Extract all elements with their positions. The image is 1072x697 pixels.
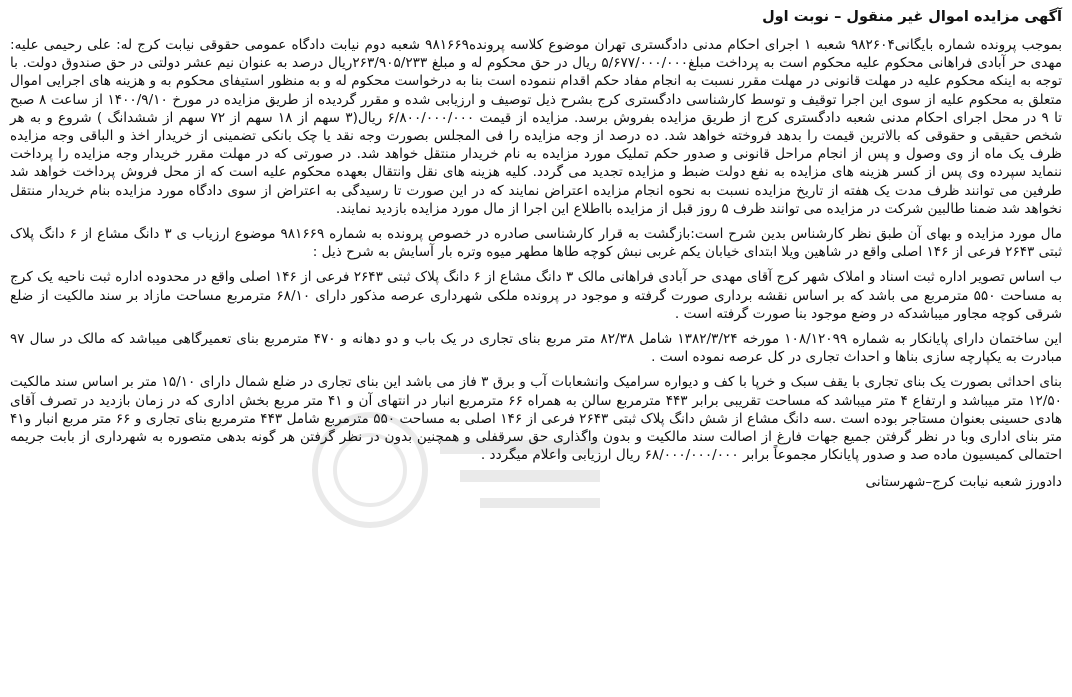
paragraph-building-permit: این ساختمان دارای پایانکار به شماره ۱۰۸/۱۲۰۹۹ مورخه ۱۳۸۲/۳/۲۴ شامل ۸۲/۳۸ متر مربع بنای تجاری در یک باب و دو دهانه و ۴۷۰ مترمربع بنای تعمیرگاهی میباشد که مالک در سال ۹۷ مبادرت به یکپارچه سازی بناها و احداث تجاری در کل عرصه نموده است . — [10, 331, 1063, 366]
notice-title: آگهی مزایده اموال غیر منقول – نوبت اول — [762, 9, 1062, 25]
paragraph-intro: بموجب پرونده شماره بایگانی۹۸۲۶۰۴ شعبه ۱ اجرای احکام مدنی دادگستری تهران موضوع کلاسه پرونده۹۸۱۶۶۹ شعبه دوم نیابت دادگاه عمومی حقوقی نیابت کرج له: علی رحیمی علیه: مهدی حر آبادی فراهانی محکوم علیه محکوم است به پرداخت مبلغ۵/۶۷۷/۰۰۰/۰۰۰ ریال در حق محکوم له و مبلغ ۲۶۳/۹۰۵/۲۳۳ریال درصد به عنوان نیم عشر دولتی در حق صندوق دولت. با توجه به اینکه محکوم علیه در مهلت قانونی در مهلت مقرر نسبت به انجام مفاد حکم اقدام ننموده است بنا به درخواست محکوم له و به منظور استیفای محکوم به و هزینه های اجرایی اموال متعلق به محکوم علیه از سوی این اجرا توقیف و توسط کارشناسی دادگستری کرج بشرح ذیل توصیف و ارزیابی شده و مقرر گردیده از طریق مزایده در مورخ ۱۴۰۰/۹/۱۰ از ساعت ۸ صبح تا ۹ در محل اجرای احکام مدنی شعبه دادگستری کرج از طریق مزایده بفروش برسد. مزایده از قیمت ۶/۸۰۰/۰۰۰/۰۰۰ ریال(۳ سهم از ۱۸ سهم از ۷۲ سهم از ششدانگ ) شروع و به هر شخص حقیقی و حقوقی که بالاترین قیمت را بدهد فروخته خواهد شد. ده درصد از وجه مزایده را فی المجلس بصورت وجه نقد یا چک بانکی تضمینی از خریدار اخذ و الباقی وجه مزایده ظرف یک ماه از وی وصول و پس از انجام مراحل قانونی و صدور حکم تملیک مورد مزایده به نام خریدار منتقل خواهد شد. در صورتی که در مهلت مقرر خریدار وجه مزایده را پرداخت ننماید سپرده وی پس از کسر هزینه های مزایده به نفع دولت ضبط و مزایده تجدید می گردد. کلیه هزینه های نقل وانتقال بعهده محکوم علیه است که از محل فروش پرداخت خواهد شد طرفین می توانند ظرف مدت یک هفته از تاریخ مزایده نسبت به نحوه انجام مزایده اعتراض نمایند که در این صورت تا رسیدگی به اعتراض از سوی دادگاه مورد مزایده بنام خریدار منتقل نخواهد شد ضمنا طالبین شرکت در مزایده می توانند ظرف ۵ روز قبل از مزایده بااطلاع این اجرا از مال مورد مزایده بازدید نمایند. — [10, 37, 1063, 217]
signature-line: دادورز شعبه نیابت کرج–شهرستانی — [865, 474, 1062, 491]
paragraph-property-description: مال مورد مزایده و بهای آن طبق نظر کارشناس بدین شرح است:بازگشت به قرار کارشناسی صادره در خصوص پرونده به شماره ۹۸۱۶۶۹ موضوع ارزیاب ی ۳ دانگ مشاع از ۶ دانگ پلاک ثبتی ۲۶۴۳ فرعی از ۱۴۶ اصلی واقع در شاهین ویلا ابتدای خیابان یکم غربی نبش کوچه طاها مطهر میوه وتره بار آسایش به شرح ذیل : — [10, 226, 1062, 261]
paragraph-building-specs: بنای احداثی بصورت یک بنای تجاری با یقف سبک و خرپا با کف و دیواره سرامیک وانشعابات آب و برق ۳ فاز می باشد این بنای تجاری در ضلع شمال دارای ۱۵/۱۰ متر بر اساس سند مالکیت ۱۲/۵۰ متر میباشد و ارتفاع ۴ متر میباشد که مساحت تقریبی برابر ۴۴۳ مترمربع سالن به همراه ۶۶ مترمربع انبار در انتهای آن و ۴۱ متر مربع بخش اداری که در زمان بازدید در تصرف آقای هادی حسینی بعنوان مستاجر بوده است .سه دانگ مشاع از شش دانگ پلاک ثبتی ۲۶۴۳ فرعی از ۱۴۶ اصلی به مساحت ۵۵۰ مترمربع شامل ۴۴۳ مترمربع بنای تجاری و ۶۶ متر مربع انبار و۴۱ متر بنای اداری وبا در نظر گرفتن جمیع جهات فارغ از اصالت سند مالکیت و بدون واگذاری حق سرقفلی و همچنین بدون در نظر گرفتن هر گونه بدهی متصوره به شهرداری از بابت جریمه احتمالی کمیسیون ماده صد و صدور پایانکار مجموعاً برابر ۶۸/۰۰۰/۰۰۰/۰۰۰ ریال ارزیابی واعلام میگردد . — [10, 374, 1063, 464]
paragraph-registration-details: ب اساس تصویر اداره ثبت اسناد و املاک شهر کرج آقای مهدی حر آبادی فراهانی مالک ۳ دانگ مشاع از ۶ دانگ پلاک ثبتی ۲۶۴۳ فرعی از ۱۴۶ اصلی واقع در محدوده اداره ثبت ناحیه یک کرج به مساحت ۵۵۰ مترمربع می باشد که بر اساس نقشه برداری صورت گرفته و موجود در پرونده ملکی شهرداری عرصه مذکور دارای ۶۸/۱۰ مترمربع مساحت مازاد بر سند مالکیت از ضلع شرقی کوچه مجاور میباشدکه در وضع موجود بنا صورت گرفته است . — [10, 269, 1063, 322]
